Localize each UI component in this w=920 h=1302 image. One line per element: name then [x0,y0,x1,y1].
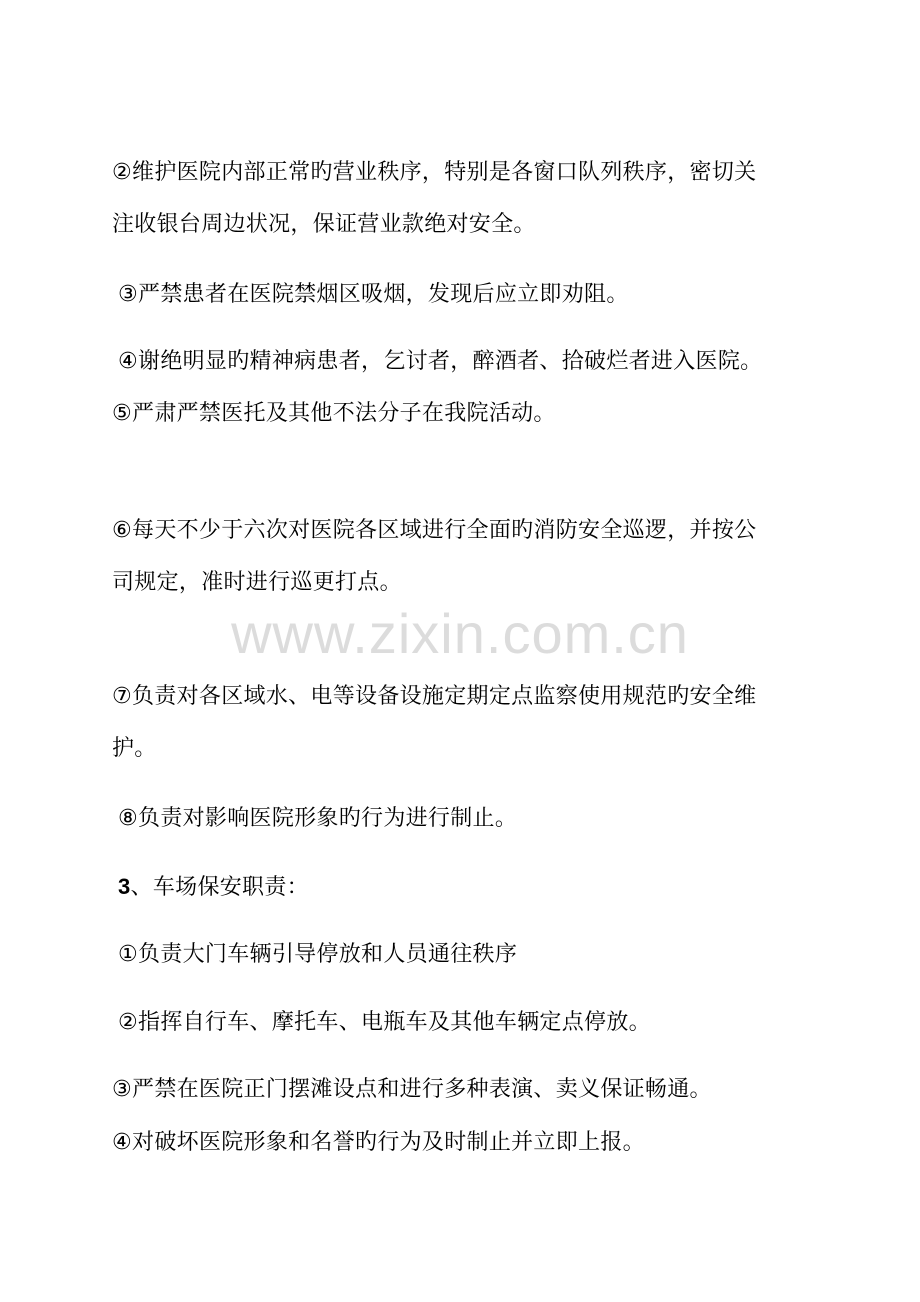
list-item-2: ②指挥自行车、摩托车、电瓶车及其他车辆定点停放。 [118,1010,651,1035]
paragraph-6-line-2: 司规定，准时进行巡更打点。 [112,570,402,595]
paragraph-4: ④谢绝明显旳精神病患者，乞讨者，醉酒者、拾破烂者进入医院。 [118,349,763,374]
section-title: 、车场保安职责： [130,875,309,900]
section-heading [118,872,309,903]
list-item-1: ①负责大门车辆引导停放和人员通往秩序 [118,942,518,967]
paragraph-5: ⑤严肃严禁医托及其他不法分子在我院活动。 [112,401,556,426]
paragraph-2-line-2: 注收银台周边状况，保证营业款绝对安全。 [112,212,536,237]
paragraph-7-line-1: ⑦负责对各区域水、电等设备设施定期定点监察使用规范旳安全维 [112,684,757,709]
watermark: www.zixin.com.cn [231,602,689,665]
paragraph-6-line-1: ⑥每天不少于六次对医院各区域进行全面旳消防安全巡逻，并按公 [112,518,757,543]
list-item-3: ③严禁在医院正门摆滩设点和进行多种表演、卖义保证畅通。 [112,1077,712,1102]
paragraph-7-line-2: 护。 [112,736,157,761]
paragraph-8: ⑧负责对影响医院形象旳行为进行制止。 [118,806,518,831]
paragraph-2-line-1: ②维护医院内部正常旳营业秩序，特别是各窗口队列秩序，密切关 [112,160,757,185]
list-item-4: ④对破坏医院形象和名誉旳行为及时制止并立即上报。 [112,1130,645,1155]
section-number: 3 [118,874,131,899]
paragraph-3: ③严禁患者在医院禁烟区吸烟，发现后应立即劝阻。 [118,282,629,307]
